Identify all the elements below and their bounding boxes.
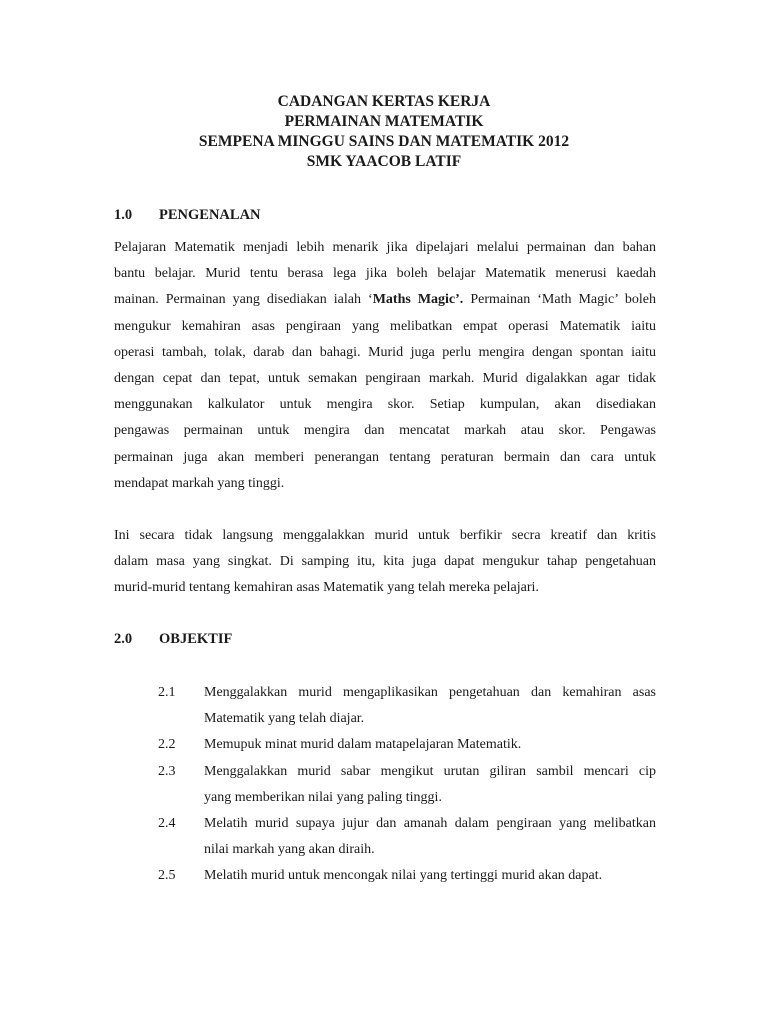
- paragraph-line: permainan juga akan memberi penerangan tentang peraturan bermain dan cara untuk: [114, 449, 656, 465]
- paragraph-line: menggunakan kalkulator untuk mengira skor. Setiap kumpulan, akan disediakan: [114, 397, 656, 413]
- game-name-bold: Maths Magic’.: [372, 292, 464, 308]
- item-number: 2.2: [158, 737, 176, 753]
- item-text: [204, 863, 656, 889]
- section-number: 2.0: [114, 631, 133, 647]
- item-text: [204, 759, 656, 811]
- item-line: Memupuk minat murid dalam matapelajaran Matematik.: [204, 737, 522, 753]
- paragraph-line: [114, 287, 656, 313]
- paragraph-line: murid-murid tentang kemahiran asas Matematik yang telah mereka pelajari.: [114, 580, 539, 596]
- paragraph-line: operasi tambah, tolak, darab dan bahagi. Murid juga perlu mengira dengan spontan iaitu: [114, 344, 656, 360]
- section-title: PENGENALAN: [159, 207, 261, 223]
- paragraph-line: Ini secara tidak langsung menggalakkan murid untuk berfikir secra kreatif dan kritis: [114, 528, 656, 543]
- item-line: Menggalakkan murid sabar mengikut urutan giliran sambil mencari cip: [204, 763, 656, 779]
- title-line-1: CADANGAN KERTAS KERJA: [277, 93, 491, 110]
- text-run: mainan. Permainan yang disediakan ialah ‘: [114, 292, 373, 308]
- item-line: Matematik yang telah diajar.: [204, 711, 365, 727]
- title-line-2: PERMAINAN MATEMATIK: [284, 113, 484, 130]
- paragraph-line: dalam masa yang singkat. Di samping itu, kita juga dapat mengukur tahap pengetahuan: [114, 554, 656, 570]
- list-item: [158, 732, 658, 758]
- paragraph-second: [114, 523, 656, 602]
- section-title: OBJEKTIF: [159, 631, 233, 647]
- paragraph-line: bantu belajar. Murid tentu berasa lega jika boleh belajar Matematik menerusi kaedah: [114, 266, 656, 282]
- item-text: [204, 811, 656, 863]
- paragraph-line: mengukur kemahiran asas pengiraan yang melibatkan empat operasi Matematik iaitu: [114, 318, 656, 334]
- item-line: Melatih murid untuk mencongak nilai yang tertinggi murid akan dapat.: [204, 868, 603, 884]
- paragraph-line: pengawas permainan untuk mengira dan mencatat markah atau skor. Pengawas: [114, 423, 656, 439]
- list-item: [158, 759, 658, 811]
- item-number: 2.4: [158, 816, 176, 832]
- paragraph-line: dengan cepat dan tepat, untuk semakan pengiraan markah. Murid digalakkan agar tidak: [114, 371, 656, 387]
- text-run: Permainan ‘Math Magic’ boleh: [463, 292, 657, 308]
- item-line: Menggalakkan murid mengaplikasikan pengetahuan dan kemahiran asas: [204, 685, 656, 700]
- item-line: yang memberikan nilai yang paling tinggi.: [204, 789, 442, 805]
- list-item: [158, 811, 658, 863]
- list-item: [158, 863, 658, 889]
- item-line: nilai markah yang akan diraih.: [204, 842, 375, 858]
- item-text: [204, 680, 656, 732]
- item-number: 2.1: [158, 685, 176, 700]
- item-number: 2.3: [158, 763, 176, 779]
- paragraph-line: mendapat markah yang tinggi.: [114, 475, 285, 491]
- document-title: [0, 92, 768, 172]
- item-number: 2.5: [158, 868, 176, 884]
- list-item: [158, 680, 658, 732]
- item-line: Melatih murid supaya jujur dan amanah dalam pengiraan yang melibatkan: [204, 816, 656, 832]
- section-number: 1.0: [114, 207, 133, 223]
- item-text: [204, 732, 656, 758]
- objectives-list: [158, 680, 658, 890]
- paragraph-introduction: [114, 235, 656, 497]
- section-heading-objektif: [114, 630, 232, 648]
- title-line-4: SMK YAACOB LATIF: [306, 153, 462, 170]
- paragraph-line: Pelajaran Matematik menjadi lebih menarik jika dipelajari melalui permainan dan bahan: [114, 240, 656, 255]
- title-line-3: SEMPENA MINGGU SAINS DAN MATEMATIK 2012: [198, 133, 570, 150]
- section-heading-pengenalan: [114, 206, 261, 224]
